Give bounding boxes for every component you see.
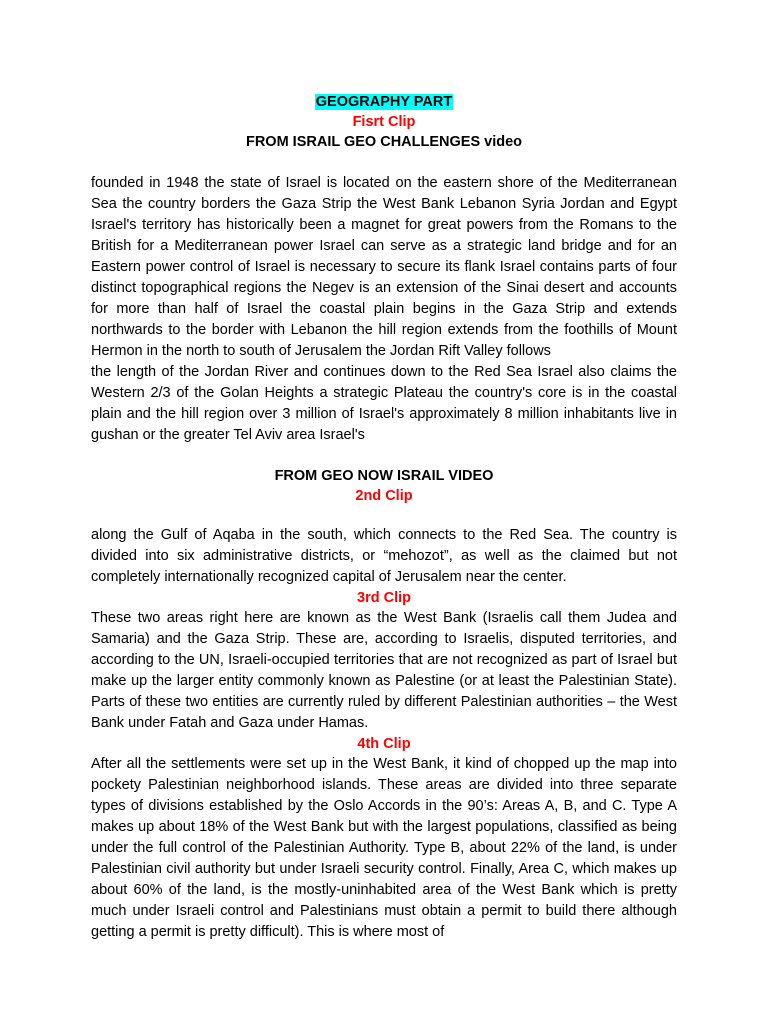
first-clip-paragraph: founded in 1948 the state of Israel is located on the eastern shore of the Mediterranean Sea the country borders the Gaza Strip the West Bank Lebanon Syria Jordan and Egypt Israel's territory has historically been a magnet for great powers from the Romans to the British for a Mediterranean power Israel can serve as a strategic land bridge and for an Eastern power control of Israel is necessary to secure its flank Israel contains parts of four distinct topographical regions the Negev is an extension of the Sinai desert and accounts for more than half of Israel the coastal plain begins in the Gaza Strip and extends northwards to the border with Lebanon the hill region extends from the foothills of Mount Hermon in the north to south of Jerusalem the Jordan Rift Valley follows the length of the Jordan River and continues down to the Red Sea Israel also claims the Western 2/3 of the Golan Heights a strategic Plateau the country's core is in the coastal plain and the hill region over 3 million of Israel's approximately 8 million inhabitants live in gushan or the greater Tel Aviv area Israel's	[91, 175, 677, 443]
first-clip-heading: Fisrt Clip	[352, 114, 416, 130]
third-clip-heading: 3rd Clip	[357, 590, 411, 606]
geography-part-heading: GEOGRAPHY PART	[315, 94, 453, 110]
document-page	[91, 92, 677, 943]
geo-now-heading: FROM GEO NOW ISRAIL VIDEO	[274, 468, 494, 484]
fourth-clip-paragraph: After all the settlements were set up in the West Bank, it kind of chopped up the map into pockety Palestinian neighborhood islands. These areas are divided into three separate types of divisions established by the Oslo Accords in the 90’s: Areas A, B, and C. Type A makes up about 18% of the West Bank but with the largest populations, classified as being under the full control of the Palestinian Authority. Type B, about 22% of the land, is under Palestinian civil authority but under Israeli security control. Finally, Area C, which makes up about 60% of the land, is the mostly-uninhabited area of the West Bank which is pretty much under Israeli control and Palestinians must obtain a permit to build there although getting a permit is pretty difficult). This is where most of	[91, 756, 677, 940]
second-clip-heading: 2nd Clip	[355, 488, 413, 504]
israil-geo-challenges-heading: FROM ISRAIL GEO CHALLENGES video	[245, 134, 523, 150]
third-clip-paragraph: These two areas right here are known as the West Bank (Israelis call them Judea and Samaria) and the Gaza Strip. These are, according to Israelis, disputed territories, and according to the UN, Israeli-occupied territories that are not recognized as part of Israel but make up the larger entity commonly known as Palestine (or at least the Palestinian State). Parts of these two entities are currently ruled by different Palestinian authorities – the West Bank under Fatah and Gaza under Hamas.	[91, 610, 677, 731]
second-clip-paragraph: along the Gulf of Aqaba in the south, which connects to the Red Sea. The country is divided into six administrative districts, or “mehozot”, as well as the claimed but not completely internationally recognized capital of Jerusalem near the center.	[91, 527, 677, 585]
fourth-clip-heading: 4th Clip	[357, 736, 411, 752]
section-title	[91, 92, 677, 112]
